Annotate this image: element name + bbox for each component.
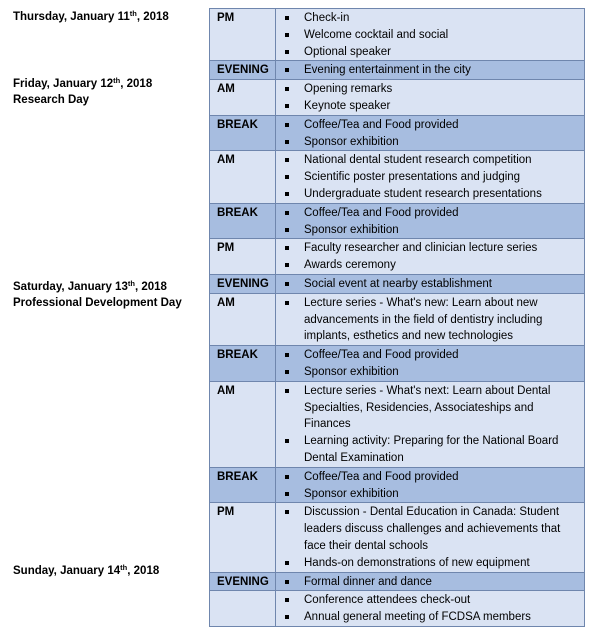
day-subtitle: Professional Development Day [13, 297, 182, 309]
schedule-row [210, 381, 585, 467]
session-item: Evening entertainment in the city [276, 62, 580, 79]
session-item: Discussion - Dental Education in Canada: Student leaders discuss challenges and achievements that face their dental schools [276, 504, 580, 554]
session-item: Lecture series - What's next: Learn about Dental Specialties, Residencies, Associateships and Finances [276, 383, 580, 433]
period-label: AM [210, 151, 276, 203]
session-item: Awards ceremony [276, 257, 580, 274]
period-label: AM [210, 293, 276, 345]
session-list [276, 347, 580, 381]
session-items [276, 115, 585, 151]
session-items [276, 591, 585, 627]
session-item: Scientific poster presentations and judging [276, 169, 580, 186]
session-list [276, 117, 580, 151]
session-list [276, 205, 580, 239]
session-items [276, 381, 585, 467]
schedule-table [209, 8, 585, 627]
period-label: AM [210, 381, 276, 467]
session-item: Formal dinner and dance [276, 574, 580, 591]
session-item: Opening remarks [276, 81, 580, 98]
day-subtitle: Research Day [13, 94, 90, 106]
schedule-row [210, 115, 585, 151]
schedule-row [210, 80, 585, 116]
schedule-row [210, 293, 585, 345]
schedule-row [210, 9, 585, 61]
session-list [276, 276, 580, 293]
session-item: Faculty researcher and clinician lecture series [276, 240, 580, 257]
schedule-table-body [210, 9, 585, 627]
session-item: Lecture series - What's new: Learn about new advancements in the field of dentistry including implants, esthetics and new technologies [276, 295, 580, 345]
schedule-row [210, 239, 585, 275]
session-items [276, 239, 585, 275]
day-heading-thursday: Thursday, January 11th, 2018 [13, 9, 169, 23]
session-item: Coffee/Tea and Food provided [276, 347, 580, 364]
session-items [276, 203, 585, 239]
session-item: Sponsor exhibition [276, 486, 580, 503]
session-item: National dental student research competition [276, 152, 580, 169]
session-list [276, 574, 580, 591]
period-label: PM [210, 9, 276, 61]
session-item: Sponsor exhibition [276, 222, 580, 239]
session-item: Coffee/Tea and Food provided [276, 117, 580, 134]
session-list [276, 504, 580, 571]
session-items [276, 346, 585, 382]
session-item: Welcome cocktail and social [276, 27, 580, 44]
period-label: EVENING [210, 274, 276, 293]
schedule-row [210, 591, 585, 627]
period-label: PM [210, 239, 276, 275]
day-heading-sunday: Sunday, January 14th, 2018 [13, 563, 160, 577]
period-label: EVENING [210, 61, 276, 80]
period-label: BREAK [210, 203, 276, 239]
period-label: BREAK [210, 115, 276, 151]
schedule-row [210, 346, 585, 382]
session-list [276, 469, 580, 503]
session-list [276, 295, 580, 345]
schedule-row [210, 572, 585, 591]
period-label: EVENING [210, 572, 276, 591]
session-item: Hands-on demonstrations of new equipment [276, 555, 580, 572]
session-item: Learning activity: Preparing for the National Board Dental Examination [276, 433, 580, 467]
day-heading-friday: Friday, January 12th, 2018 Research Day [13, 76, 153, 106]
schedule-row [210, 61, 585, 80]
schedule-row [210, 467, 585, 503]
session-item: Sponsor exhibition [276, 364, 580, 381]
session-item: Coffee/Tea and Food provided [276, 469, 580, 486]
session-list [276, 240, 580, 274]
session-items [276, 80, 585, 116]
session-items [276, 467, 585, 503]
period-label: BREAK [210, 467, 276, 503]
session-list [276, 152, 580, 202]
session-list [276, 10, 580, 60]
session-item: Conference attendees check-out [276, 592, 580, 609]
session-items [276, 293, 585, 345]
session-item: Keynote speaker [276, 98, 580, 115]
schedule-row [210, 503, 585, 572]
session-items [276, 572, 585, 591]
session-list [276, 383, 580, 467]
session-item: Coffee/Tea and Food provided [276, 205, 580, 222]
session-list [276, 81, 580, 115]
day-heading-saturday: Saturday, January 13th, 2018 Professional Development Day [13, 279, 182, 309]
session-item: Sponsor exhibition [276, 134, 580, 151]
session-item: Social event at nearby establishment [276, 276, 580, 293]
session-items [276, 61, 585, 80]
session-items [276, 503, 585, 572]
schedule-row [210, 151, 585, 203]
session-item: Check-in [276, 10, 580, 27]
period-label: BREAK [210, 346, 276, 382]
period-label [210, 591, 276, 627]
period-label: PM [210, 503, 276, 572]
schedule-row [210, 274, 585, 293]
session-items [276, 274, 585, 293]
session-item: Optional speaker [276, 44, 580, 61]
session-list [276, 592, 580, 626]
session-item: Annual general meeting of FCDSA members [276, 609, 580, 626]
session-items [276, 151, 585, 203]
session-items [276, 9, 585, 61]
period-label: AM [210, 80, 276, 116]
session-list [276, 62, 580, 79]
session-item: Undergraduate student research presentations [276, 186, 580, 203]
schedule-row [210, 203, 585, 239]
